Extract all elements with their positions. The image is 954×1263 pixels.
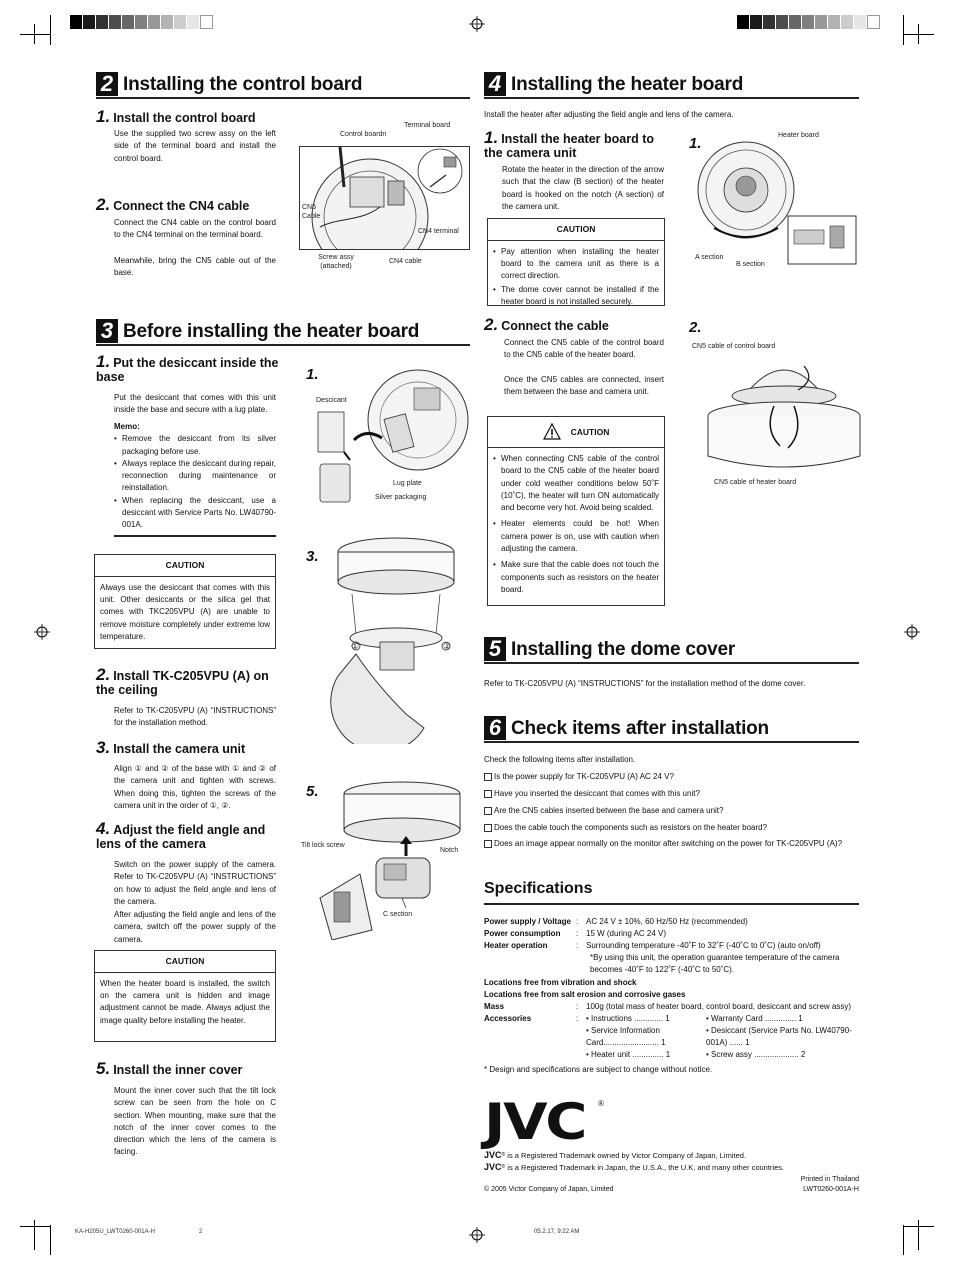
figure-label: A section [695, 254, 724, 261]
color-swatch [815, 15, 828, 29]
figure-label: ② [443, 641, 452, 651]
color-swatch [83, 15, 96, 29]
color-swatch [96, 15, 109, 29]
caution-box [487, 218, 665, 306]
figure-label: CN5 Cable [302, 204, 321, 220]
color-swatch [148, 15, 161, 29]
step-text: Put the desiccant that comes with this unit inside the base and secure with a lug plate. [114, 393, 276, 415]
memo-item: • Always replace the desiccant during repair, reconnection during maintenance or reinstallation. [114, 458, 276, 495]
memo-item: • When replacing the desiccant, use a desiccant with Service Parts No. LW40790-001A. [114, 495, 276, 532]
spec-colon: : [576, 1002, 579, 1011]
color-swatch [122, 15, 135, 29]
checkbox[interactable] [484, 840, 492, 848]
checklist-text: Is the power supply for TK-C205VPU (A) AC 24 V? [494, 772, 674, 781]
registration-mark-icon [469, 1227, 485, 1243]
step-title: Install the control board [113, 111, 256, 125]
heater-board-figure [694, 138, 864, 268]
registered-mark: ® [598, 1099, 604, 1108]
color-bar-right [737, 15, 880, 29]
spec-value: 15 W (during AC 24 V) [586, 929, 667, 938]
color-swatch [161, 15, 174, 29]
step-title: Connect the cable [501, 319, 609, 333]
checklist-text: Are the CN5 cables inserted between the base and camera unit? [494, 806, 724, 815]
color-swatch [109, 15, 122, 29]
figure-label: Silver packaging [375, 494, 427, 501]
step-number: 1. [96, 107, 111, 126]
step-heading [96, 738, 280, 757]
memo-title: Memo: [114, 422, 140, 431]
figure-number: 3. [306, 548, 319, 565]
section-intro: Check the following items after installation. [484, 755, 636, 764]
color-swatch [737, 15, 750, 29]
caution-text: When the heater board is installed, the switch on the camera unit is hidden and image adjustment cannot be made. Always adjust the image quality before installing the heater. [100, 978, 270, 1025]
memo-item: • Remove the desiccant from its silver packaging before use. [114, 433, 276, 458]
checklist-item [484, 771, 674, 783]
accessory-item: • Desiccant (Service Parts No. LW40790-001A) ...... 1 [706, 1026, 852, 1047]
accessory-item: • Instructions ............. 1 [586, 1014, 670, 1023]
jvc-logo [484, 1093, 604, 1151]
section-3-heading [96, 319, 470, 346]
spec-value: AC 24 V ± 10%, 60 Hz/50 Hz (recommended) [586, 917, 748, 926]
color-swatch [802, 15, 815, 29]
footer-timestamp: 05.2.17, 9:22 AM [534, 1229, 580, 1235]
trademark-line [484, 1150, 746, 1161]
step-heading [96, 665, 280, 697]
section-4-heading [484, 72, 859, 99]
specifications-table [484, 916, 859, 1061]
step-text: Use the supplied two screw assy on the left side of the terminal board and install the control board. [114, 129, 276, 163]
section-number: 6 [484, 716, 506, 740]
figure-label: CN4 cable [389, 258, 422, 265]
caution-item: • When connecting CN5 cable of the control board to the CN5 cable of the heater board under cold weather conditions below 50˚F (10˚C), the heater will turn ON automatically and become very hot. Avoid being scalded. [493, 453, 659, 514]
section-number: 2 [96, 72, 118, 96]
memo-block [114, 421, 276, 537]
checklist-text: Does an image appear normally on the monitor after switching on the power for TK-C205VPU (A)? [494, 839, 843, 848]
step-heading [96, 195, 296, 214]
spec-disclaimer: * Design and specifications are subject to change without notice. [484, 1065, 713, 1074]
figure-label: CN5 cable of control board [692, 343, 776, 350]
cable-connection-figure [704, 350, 864, 480]
step-heading [96, 1059, 280, 1078]
section-title: Installing the dome cover [511, 639, 736, 660]
color-swatch [135, 15, 148, 29]
spec-label: Power supply / Voltage [484, 917, 571, 926]
figure-label: C section [383, 911, 413, 918]
step-text: Refer to TK-C205VPU (A) “INSTRUCTIONS” for the installation method. [114, 706, 276, 728]
registration-mark-icon [34, 624, 50, 640]
figure-label: Control boardn [340, 131, 387, 138]
section-number: 5 [484, 637, 506, 661]
step-number: 1. [484, 128, 499, 147]
caution-header [488, 417, 664, 448]
figure-label: CN4 terminal [418, 228, 459, 235]
spec-value: 100g (total mass of heater board, control board, desiccant and screw assy) [586, 1002, 852, 1011]
step-text: Align ① and ② of the base with ① and ② of the camera unit and tighten with screws. When doing this, tighten the screws of the camera unit in the order of ①, ②. [114, 764, 276, 810]
figure-label: Descicant [316, 397, 347, 404]
figure-label: Screw assy (attached) [318, 254, 354, 270]
caution-text: Always use the desiccant that comes with this unit. Other desiccants or the silica gel that comes with TKC205VPU (A) are unable to remove moisture completely under extreme low temperature. [100, 582, 270, 641]
caution-box [94, 950, 276, 1042]
part-number: LWT0260-001A-H [803, 1186, 859, 1193]
step-number: 2. [484, 315, 499, 334]
step-number: 4. [96, 819, 111, 838]
checkbox[interactable] [484, 824, 492, 832]
accessory-item: • Service Information Card......................... 1 [586, 1026, 666, 1047]
step-title: Install TK-C205VPU (A) on the ceiling [96, 669, 269, 697]
step-title: Install the heater board to the camera unit [484, 132, 654, 160]
caution-title: CAUTION [95, 951, 275, 973]
step-title: Put the desiccant inside the base [96, 356, 279, 384]
checkbox[interactable] [484, 807, 492, 815]
section-number: 4 [484, 72, 506, 96]
section-title: Before installing the heater board [123, 321, 420, 342]
checklist-text: Have you inserted the desiccant that comes with this unit? [494, 789, 700, 798]
checklist-item [484, 822, 767, 834]
caution-title: CAUTION [95, 555, 275, 577]
figure-label: ① [351, 641, 360, 651]
warning-icon [543, 423, 561, 441]
spec-label: Power consumption [484, 929, 561, 938]
spec-colon: : [576, 917, 579, 926]
step-text: Connect the CN4 cable on the control board to the CN4 terminal on the terminal board. [114, 218, 276, 240]
step-number: 5. [96, 1059, 111, 1078]
section-text: Refer to TK-C205VPU (A) “INSTRUCTIONS” for the installation method of the dome cover. [484, 679, 806, 688]
step-text: Connect the CN5 cable of the control board to the CN5 cable of the heater board. [504, 338, 664, 360]
figure-label: CN5 cable of heater board [714, 479, 797, 486]
step-title: Install the camera unit [113, 742, 246, 756]
caution-box [94, 554, 276, 649]
spec-value: Surrounding temperature -40˚F to 32˚F (-40˚C to 0˚C) (auto on/off) [586, 941, 821, 950]
section-6-heading [484, 716, 859, 743]
registration-mark-icon [904, 624, 920, 640]
checklist-text: Does the cable touch the components such as resistors on the heater board? [494, 823, 768, 832]
step-heading [96, 352, 280, 384]
step-text: Rotate the heater in the direction of the arrow such that the claw (B section) of the heater board is hooked on the notch (A section) of the camera unit. [502, 165, 664, 211]
color-swatch [789, 15, 802, 29]
figure-number: 2. [689, 319, 702, 336]
color-bar-left [70, 15, 213, 29]
figure-number: 1. [306, 366, 319, 383]
figure-number: 5. [306, 783, 319, 800]
step-text: Meanwhile, bring the CN5 cable out of the base. [114, 256, 276, 278]
caution-item: • Make sure that the cable does not touch the components such as resistors on the heater board. [493, 559, 659, 596]
figure-label: Tilt lock screw [301, 842, 345, 849]
section-title: Check items after installation [511, 718, 769, 739]
checklist-item [484, 805, 723, 817]
step-text: Switch on the power supply of the camera. Refer to TK-C205VPU (A) “INSTRUCTIONS” on how to adjust the field angle and lens of the camera. [114, 860, 276, 906]
color-swatch [854, 15, 867, 29]
caution-title: CAUTION [488, 219, 664, 241]
color-swatch [763, 15, 776, 29]
accessory-item: • Warranty Card .............. 1 [706, 1014, 803, 1023]
step-title: Install the inner cover [113, 1063, 243, 1077]
color-swatch [70, 15, 83, 29]
step-text: After adjusting the field angle and lens of the camera, switch off the power supply of the camera. [114, 910, 276, 944]
section-title: Installing the heater board [511, 74, 744, 95]
step-title: Adjust the field angle and lens of the camera [96, 823, 266, 851]
jvc-small-logo: JVC [484, 1162, 502, 1172]
color-swatch [174, 15, 187, 29]
caution-title: CAUTION [570, 426, 610, 437]
specifications-title: Specifications [484, 880, 593, 897]
footer-file: KA-H205U_LWT0260-001A-H [75, 1229, 155, 1235]
accessory-item: • Screw assy .................... 2 [706, 1050, 806, 1059]
figure-number: 1. [689, 135, 702, 152]
jvc-logo-text: JVC [484, 1093, 586, 1151]
spec-note: *By using this unit, the operation guarantee temperature of the camera becomes -40˚F to 122˚F (-40˚C to 50˚C). [590, 953, 840, 974]
color-swatch [776, 15, 789, 29]
registration-mark-icon [469, 16, 485, 32]
step-title: Connect the CN4 cable [113, 199, 250, 213]
spec-colon: : [576, 1014, 579, 1023]
trademark-line [484, 1162, 784, 1173]
step-number: 3. [96, 738, 111, 757]
copyright: © 2005 Victor Company of Japan, Limited [484, 1186, 614, 1193]
camera-unit-figure [316, 534, 466, 744]
step-number: 1. [96, 352, 111, 371]
step-heading [484, 128, 669, 160]
section-2-heading [96, 72, 470, 99]
color-swatch [841, 15, 854, 29]
color-swatch [187, 15, 200, 29]
step-text: Once the CN5 cables are connected, insert them between the base and camera unit. [504, 375, 664, 397]
spec-colon: : [576, 929, 579, 938]
figure-label: Terminal board [404, 122, 451, 129]
step-number: 2. [96, 665, 111, 684]
printed-in: Printed in Thailand [800, 1176, 859, 1183]
step-heading [96, 819, 280, 851]
section-5-heading [484, 637, 859, 664]
trademark-text: is a Registered Trademark owned by Victor Company of Japan, Limited. [507, 1151, 747, 1160]
section-intro: Install the heater after adjusting the field angle and lens of the camera. [484, 110, 734, 119]
step-heading [484, 315, 669, 334]
step-heading [96, 107, 296, 126]
checklist-item [484, 788, 700, 800]
figure-label: Lug plate [393, 480, 422, 487]
spec-label: Mass [484, 1002, 505, 1011]
registered-mark: ® [501, 1152, 506, 1158]
caution-item: • Heater elements could be hot! When camera power is on, use with caution when adjusting the camera. [493, 518, 659, 555]
spec-location: Locations free from vibration and shock [484, 978, 637, 987]
spec-location: Locations free from salt erosion and corrosive gases [484, 990, 686, 999]
figure-label: Notch [440, 847, 459, 854]
checkbox[interactable] [484, 773, 492, 781]
figure-label: Heater board [778, 132, 819, 139]
caution-item: • Pay attention when installing the heater board to the camera unit as there is a correct direction. [493, 246, 659, 283]
spec-colon: : [576, 941, 579, 950]
step-number: 2. [96, 195, 111, 214]
section-title: Installing the control board [123, 74, 363, 95]
color-swatch [200, 15, 213, 29]
caution-item: • The dome cover cannot be installed if the heater board is not installed securely. [493, 284, 659, 309]
spec-label: Heater operation [484, 941, 548, 950]
trademark-text: is a Registered Trademark in Japan, the U.S.A., the U.K. and many other countries. [507, 1163, 785, 1172]
jvc-small-logo: JVC [484, 1150, 502, 1160]
footer-page: 2 [199, 1229, 203, 1235]
figure-label: B section [736, 261, 765, 268]
color-swatch [867, 15, 880, 29]
color-swatch [750, 15, 763, 29]
color-swatch [828, 15, 841, 29]
registered-mark: ® [501, 1164, 506, 1170]
checkbox[interactable] [484, 790, 492, 798]
caution-box [487, 416, 665, 606]
section-number: 3 [96, 319, 118, 343]
spec-label: Accessories [484, 1014, 532, 1023]
accessory-item: • Heater unit .............. 1 [586, 1050, 671, 1059]
specifications-rule [484, 903, 859, 905]
checklist-item [484, 838, 842, 850]
step-text: Mount the inner cover such that the tilt lock screw can be seen from the hole on C section. When mounting, make sure that the notch of the inner cover comes to the direction which the lens of the camera is facing. [114, 1086, 276, 1157]
